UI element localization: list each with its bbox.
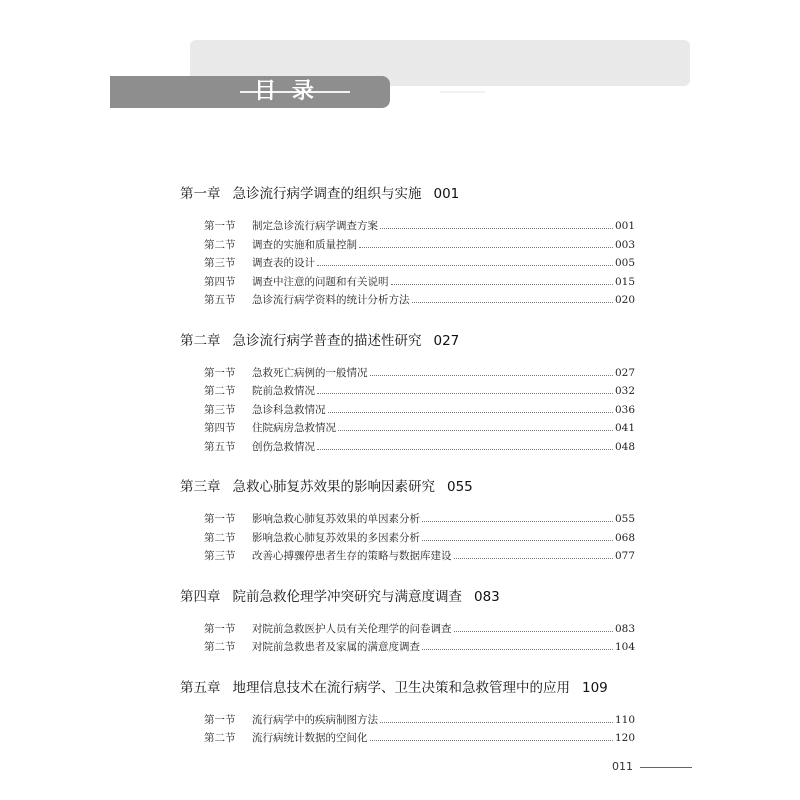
- toc-section-row[interactable]: [180, 382, 635, 401]
- toc-section-row[interactable]: [180, 236, 635, 255]
- section-page: 055: [614, 513, 635, 525]
- dot-leader: [454, 630, 613, 632]
- section-page: 120: [614, 732, 635, 744]
- dot-leader: [412, 301, 613, 303]
- dot-leader: [370, 374, 613, 376]
- chapter-heading[interactable]: [180, 476, 635, 498]
- toc-section-row[interactable]: [180, 510, 635, 529]
- toc-section-row[interactable]: [180, 254, 635, 273]
- section-number: 第四节: [204, 275, 236, 288]
- chapter-heading[interactable]: [180, 586, 635, 608]
- section-page: 110: [614, 713, 635, 726]
- page-number-rule: [640, 767, 692, 768]
- toc-section-row[interactable]: [180, 291, 635, 310]
- toc-section-row[interactable]: [180, 729, 635, 748]
- section-title: 影响急救心肺复苏效果的多因素分析: [252, 531, 420, 544]
- chapter-page: 001: [433, 186, 460, 202]
- dot-leader: [338, 429, 613, 431]
- dot-leader: [359, 246, 613, 248]
- chapter-page: 109: [582, 679, 608, 696]
- toc-section-row[interactable]: [180, 711, 635, 730]
- toc-section-row[interactable]: [180, 438, 635, 457]
- toc-section-row[interactable]: [180, 620, 635, 639]
- section-title: 流行病学中的疾病制图方法: [252, 713, 378, 726]
- toc-section-row[interactable]: [180, 217, 635, 236]
- section-number: 第四节: [204, 422, 236, 434]
- dot-leader: [317, 448, 613, 450]
- section-number: 第一节: [204, 220, 236, 232]
- toc-chapter: [180, 677, 635, 748]
- chapter-title: 地理信息技术在流行病学、卫生决策和急救管理中的应用: [232, 679, 570, 696]
- chapter-number: 第二章: [180, 332, 221, 349]
- section-number: 第三节: [204, 257, 236, 269]
- toc-section-row[interactable]: [180, 638, 635, 657]
- section-page: 020: [614, 294, 635, 306]
- section-number: 第一节: [204, 622, 236, 635]
- dot-leader: [454, 557, 613, 559]
- section-number: 第三节: [204, 550, 236, 562]
- dot-leader: [328, 411, 613, 413]
- section-title: 影响急救心肺复苏效果的单因素分析: [252, 513, 420, 525]
- chapter-heading[interactable]: [180, 677, 635, 699]
- dot-leader: [317, 392, 613, 394]
- title-rule-right: [440, 91, 485, 93]
- section-page: 003: [614, 238, 635, 251]
- dot-leader: [370, 739, 613, 741]
- section-number: 第二节: [204, 732, 236, 744]
- section-number: 第五节: [204, 294, 236, 306]
- toc-chapter: [180, 330, 635, 457]
- toc-chapter: [180, 183, 635, 310]
- section-title: 急救死亡病例的一般情况: [252, 366, 368, 379]
- section-number: 第五节: [204, 440, 236, 453]
- section-page: 001: [614, 220, 635, 232]
- chapter-title: 急诊流行病学调查的组织与实施: [232, 186, 422, 202]
- toc-section-row[interactable]: [180, 364, 635, 383]
- chapter-heading[interactable]: [180, 330, 635, 352]
- section-title: 创伤急救情况: [252, 440, 315, 453]
- chapter-title: 院前急救伦理学冲突研究与满意度调查: [232, 588, 462, 605]
- section-title: 调查的实施和质量控制: [252, 238, 357, 251]
- section-title: 改善心搏骤停患者生存的策略与数据库建设: [252, 550, 452, 562]
- dot-leader: [422, 539, 613, 541]
- section-page: 015: [614, 275, 635, 288]
- section-title: 住院病房急救情况: [252, 422, 336, 434]
- dot-leader: [380, 721, 613, 723]
- table-of-contents: [180, 183, 635, 768]
- section-page: 027: [614, 366, 635, 379]
- page-number: 011: [612, 760, 633, 773]
- dot-leader: [422, 648, 613, 650]
- toc-section-row[interactable]: [180, 401, 635, 420]
- section-number: 第一节: [204, 366, 236, 379]
- section-page: 068: [614, 531, 635, 544]
- dot-leader: [380, 227, 613, 229]
- chapter-page: 055: [447, 479, 473, 495]
- section-number: 第二节: [204, 641, 236, 653]
- toc-chapter: [180, 586, 635, 657]
- toc-section-row[interactable]: [180, 419, 635, 438]
- section-number: 第二节: [204, 531, 236, 544]
- section-title: 流行病统计数据的空间化: [252, 732, 368, 744]
- section-page: 083: [614, 622, 635, 635]
- dot-leader: [391, 283, 613, 285]
- section-title: 急诊科急救情况: [252, 403, 326, 416]
- chapter-number: 第五章: [180, 679, 221, 696]
- chapter-number: 第三章: [180, 479, 221, 495]
- toc-section-row[interactable]: [180, 547, 635, 566]
- section-title: 院前急救情况: [252, 385, 315, 397]
- section-page: 032: [614, 385, 635, 397]
- toc-section-row[interactable]: [180, 529, 635, 548]
- section-page: 041: [614, 422, 635, 434]
- section-number: 第一节: [204, 513, 236, 525]
- chapter-page: 027: [433, 332, 460, 349]
- dot-leader: [422, 520, 613, 522]
- toc-section-row[interactable]: [180, 273, 635, 292]
- section-title: 调查表的设计: [252, 257, 315, 269]
- section-title: 调查中注意的问题和有关说明: [252, 275, 389, 288]
- section-number: 第一节: [204, 713, 236, 726]
- chapter-title: 急救心肺复苏效果的影响因素研究: [232, 479, 435, 495]
- chapter-title: 急诊流行病学普查的描述性研究: [232, 332, 422, 349]
- section-number: 第二节: [204, 238, 236, 251]
- section-title: 对院前急救患者及家属的满意度调查: [252, 641, 420, 653]
- section-page: 077: [614, 550, 635, 562]
- section-page: 005: [614, 257, 635, 269]
- section-title: 制定急诊流行病学调查方案: [252, 220, 378, 232]
- section-title: 对院前急救医护人员有关伦理学的问卷调查: [252, 622, 452, 635]
- section-number: 第二节: [204, 385, 236, 397]
- section-page: 104: [614, 641, 635, 653]
- chapter-heading[interactable]: [180, 183, 635, 205]
- section-page: 048: [614, 440, 635, 453]
- chapter-page: 083: [474, 588, 500, 605]
- section-number: 第三节: [204, 403, 236, 416]
- dot-leader: [317, 264, 613, 266]
- section-page: 036: [614, 403, 635, 416]
- chapter-number: 第一章: [180, 186, 221, 202]
- toc-chapter: [180, 476, 635, 566]
- chapter-number: 第四章: [180, 588, 221, 605]
- page-title: 目 录: [254, 79, 318, 104]
- section-title: 急诊流行病学资料的统计分析方法: [252, 294, 410, 306]
